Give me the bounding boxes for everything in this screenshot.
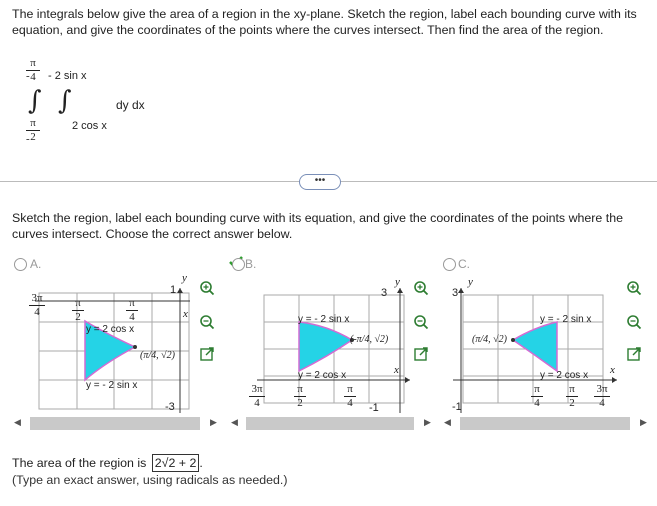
answer-input[interactable]: 2√2 + 2 (152, 454, 200, 472)
scroll-left-icon[interactable]: ◀ (231, 417, 238, 427)
option-a-y-axis-label: y (182, 272, 187, 284)
option-a-label-sin: y = - 2 sin x (86, 380, 138, 391)
zoom-in-icon[interactable] (626, 280, 642, 296)
option-a-y-top: 1 (170, 284, 177, 296)
option-c-label[interactable]: C. (458, 257, 470, 271)
option-c-tick-1: π 4 (531, 384, 543, 409)
option-a-label[interactable]: A. (30, 257, 42, 271)
option-b-x-axis-label: x (394, 364, 399, 376)
answer-prefix: The area of the region is (12, 456, 147, 470)
option-a-tick-2: π 2 (72, 298, 84, 323)
option-b-label[interactable]: B. (245, 257, 257, 271)
inner-lower-limit: 2 cos x (72, 120, 107, 132)
outer-lower-limit: π 2 (26, 118, 40, 143)
inner-upper-limit: - 2 sin x (48, 70, 87, 82)
option-c-tick-2: π 2 (566, 384, 578, 409)
scroll-right-icon[interactable]: ▶ (640, 417, 647, 427)
outer-integral-sign: ∫ (28, 86, 42, 116)
option-c-x-axis-label: x (610, 364, 615, 376)
option-b-tick-3: π 4 (344, 384, 356, 409)
option-a-label-cos: y = 2 cos x (86, 324, 135, 335)
option-c-label-cos: y = 2 cos x (540, 370, 589, 381)
option-b-tick-1: 3π 4 (249, 384, 265, 409)
option-b-point: (-π/4, √2) (350, 334, 389, 345)
answer-note: (Type an exact answer, using radicals as needed.) (12, 473, 288, 487)
option-b-tick-2: π 2 (294, 384, 306, 409)
zoom-out-icon[interactable] (413, 314, 429, 330)
option-c-tick-3: 3π 4 (594, 384, 610, 409)
option-c-y-top: 3 (452, 287, 459, 299)
option-b-y-axis-label: y (395, 276, 400, 288)
scroll-left-icon[interactable]: ◀ (14, 417, 21, 427)
answer-line (12, 454, 203, 472)
option-b-graph (242, 285, 417, 415)
option-c-y-bottom: -1 (452, 401, 462, 413)
zoom-in-icon[interactable] (199, 280, 215, 296)
scroll-right-icon[interactable]: ▶ (210, 417, 217, 427)
option-a-graph (25, 285, 205, 415)
option-c-radio[interactable] (443, 258, 456, 271)
zoom-in-icon[interactable] (413, 280, 429, 296)
option-a-y-bottom: -3 (165, 401, 175, 413)
answer-suffix: . (199, 456, 203, 470)
option-a-tick-3: π 4 (126, 298, 138, 323)
popout-icon[interactable] (626, 346, 642, 362)
outer-upper-limit: π 4 (26, 58, 40, 83)
scroll-left-icon[interactable]: ◀ (444, 417, 451, 427)
option-a-point: (π/4, √2) (140, 350, 175, 361)
option-c-scrollbar[interactable] (460, 417, 630, 430)
option-b-scrollbar[interactable] (246, 417, 414, 430)
option-b-radio[interactable] (232, 258, 245, 271)
popout-icon[interactable] (199, 346, 215, 362)
option-c-y-axis-label: y (468, 276, 473, 288)
zoom-out-icon[interactable] (626, 314, 642, 330)
option-a-tick-1: 3π 4 (29, 293, 45, 318)
instruction-text: Sketch the region, label each bounding curve with its equation, and give the coordinates of the points where the curves intersect. Choose the correct answer below. (12, 211, 623, 241)
scroll-right-icon[interactable]: ▶ (424, 417, 431, 427)
option-c-label-sin: y = - 2 sin x (540, 314, 592, 325)
option-a-x-axis-label: x (183, 308, 188, 320)
popout-icon[interactable] (413, 346, 429, 362)
option-b-label-sin: y = - 2 sin x (298, 314, 350, 325)
zoom-out-icon[interactable] (199, 314, 215, 330)
inner-integral-sign: ∫ (58, 86, 72, 116)
option-a-scrollbar[interactable] (30, 417, 200, 430)
option-a-radio[interactable] (14, 258, 27, 271)
option-b-label-cos: y = 2 cos x (298, 370, 347, 381)
problem-prompt: The integrals below give the area of a region in the xy-plane. Sketch the region, label each bounding curve with its equation, and give the coordinates of the points where the curves intersect. Then find the area of the region. (12, 7, 637, 37)
more-button[interactable]: ••• (299, 174, 341, 190)
integrand: dy dx (116, 98, 145, 112)
option-b-y-bottom: -1 (369, 402, 379, 414)
option-b-y-top: 3 (381, 287, 388, 299)
option-c-point: (π/4, √2) (472, 334, 507, 345)
